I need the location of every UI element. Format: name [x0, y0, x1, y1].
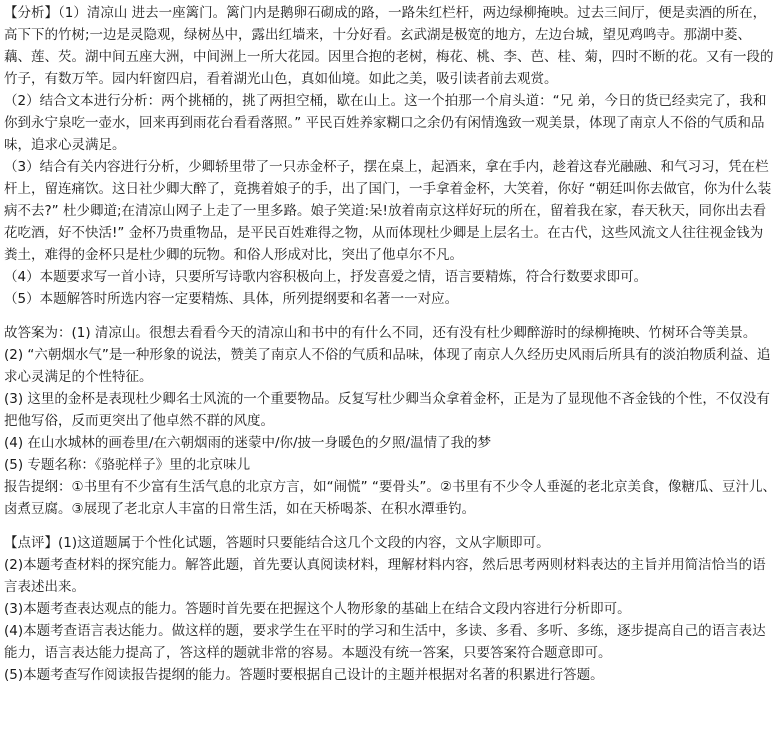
answer-line-2: (2) “六朝烟水气”是一种形象的说法，赞美了南京人不俗的气质和品味，体现了南京人久经历史风雨后所具有的淡泊物质利益、追求心灵满足的个性特征。	[4, 347, 771, 385]
section-spacer	[4, 310, 776, 322]
answer-line-4: (4) 在山水城林的画卷里/在六朝烟雨的迷蒙中/你/披一身暖色的夕照/温情了我的梦	[4, 435, 492, 451]
analysis-paragraph-4: （4）本题要求写一首小诗，只要所写诗歌内容积极向上，抒发喜爱之情，语言要精炼，符合行数要求即可。	[4, 269, 648, 285]
answer-line-3: (3) 这里的金杯是表现杜少卿名士风流的一个重要物品。反复写杜少卿当众拿着金杯，正是为了显现他不吝金钱的个性，不仅没有把他写俗，反而更突出了他卓然不群的风度。	[4, 391, 770, 429]
analysis-section	[4, 2, 776, 310]
answer-line-1: 故答案为：(1) 清凉山。很想去看看今天的清凉山和书中的有什么不同，还有没有杜少卿醉游时的绿柳掩映、竹树环合等美景。	[4, 325, 757, 341]
analysis-paragraph-3: （3）结合有关内容进行分析，少卿轿里带了一只赤金杯子，摆在桌上，起酒来，拿在手内，趁着这春光融融、和气习习，凭在栏杆上，留连痛饮。这日社少卿大醉了，竟携着娘子的手，出了国门，一手拿着金杯，大笑着，你好 “朝廷叫你去做官，你为什么装病不去?” 杜少卿道;在清凉山网子上走了一里多路。娘子笑道:呆!放着南京这样好玩的所在，留着我在家，春天秋天，同你出去看花吃酒，好不快活!” 金杯乃贵重物品，是平民百姓难得之物，从而体现杜少卿是上层名士。在古代，这些风流文人往往视金钱为粪土，难得的金杯只是杜少卿的玩物。和俗人形成对比，突出了他卓尔不凡。	[4, 159, 772, 263]
analysis-paragraph-2: （2）结合文本进行分析：两个挑桶的，挑了两担空桶，歇在山上。这一个拍那一个肩头道：“兄 弟，今日的货已经卖完了，我和你到永宁泉吃一壶水，回来再到雨花台看看落照。” 平民百姓养家糊口之余仍有闲情逸致一观美景，体现了南京人不俗的气质和品味，追求心灵满足。	[4, 93, 767, 153]
answer-line-5: (5) 专题名称：《骆驼样子》里的北京味儿	[4, 457, 251, 473]
comments-section	[4, 532, 776, 686]
comment-line-2: (2)本题考查材料的探究能力。解答此题，首先要认真阅读材料，理解材料内容，然后思考两则材料表达的主旨并用简洁恰当的语言表述出来。	[4, 557, 766, 595]
answers-section	[4, 322, 776, 520]
analysis-paragraph-1: 【分析】（1）清凉山 进去一座篱门。篱门内是鹅卵石砌成的路，一路朱红栏杆，两边绿柳掩映。过去三间厅，便是卖酒的所在，高下下的竹树;一边是灵隐观，绿树丛中，露出红墙来，十分好看。玄武湖是极宽的地方，左边台城，望见鸡鸣寺。那湖中菱、藕、莲、芡。湖中间五座大洲，中间洲上一所大花园。因里合抱的老树，梅花、桃、李、芭、桂、菊，四时不断的花。又有一段的竹子，有数万竿。园内轩窗四启，看着湖光山色，真如仙境。如此之美，吸引读者前去观赏。	[4, 5, 774, 87]
comment-line-5: (5)本题考查写作阅读报告提纲的能力。答题时要根据自己设计的主题并根据对名著的积累进行答题。	[4, 667, 604, 683]
comment-line-3: (3)本题考查表达观点的能力。答题时首先要在把握这个人物形象的基础上在结合文段内容进行分析即可。	[4, 601, 631, 617]
comment-line-1: 【点评】(1)这道题属于个性化试题，答题时只要能结合这几个文段的内容，文从字顺即可。	[4, 535, 550, 551]
comment-line-4: (4)本题考查语言表达能力。做这样的题，要求学生在平时的学习和生活中，多读、多看、多听、多练，逐步提高自己的语言表达能力，语言表达能力提高了，答这样的题就非常的容易。本题没有统一答案，只要答案符合题意即可。	[4, 623, 766, 661]
analysis-paragraph-5: （5）本题解答时所选内容一定要精炼、具体，所列提纲要和名著一一对应。	[4, 291, 459, 307]
answer-line-6: 报告提纲：①书里有不少富有生活气息的北京方言，如“闹慌” “要骨头”。②书里有不少令人垂涎的老北京美食，像糖瓜、豆汁儿、卤煮豆腐。③展现了老北京人丰富的日常生活，如在天桥喝茶、在积水潭垂钓。	[4, 479, 776, 517]
section-spacer	[4, 520, 776, 532]
